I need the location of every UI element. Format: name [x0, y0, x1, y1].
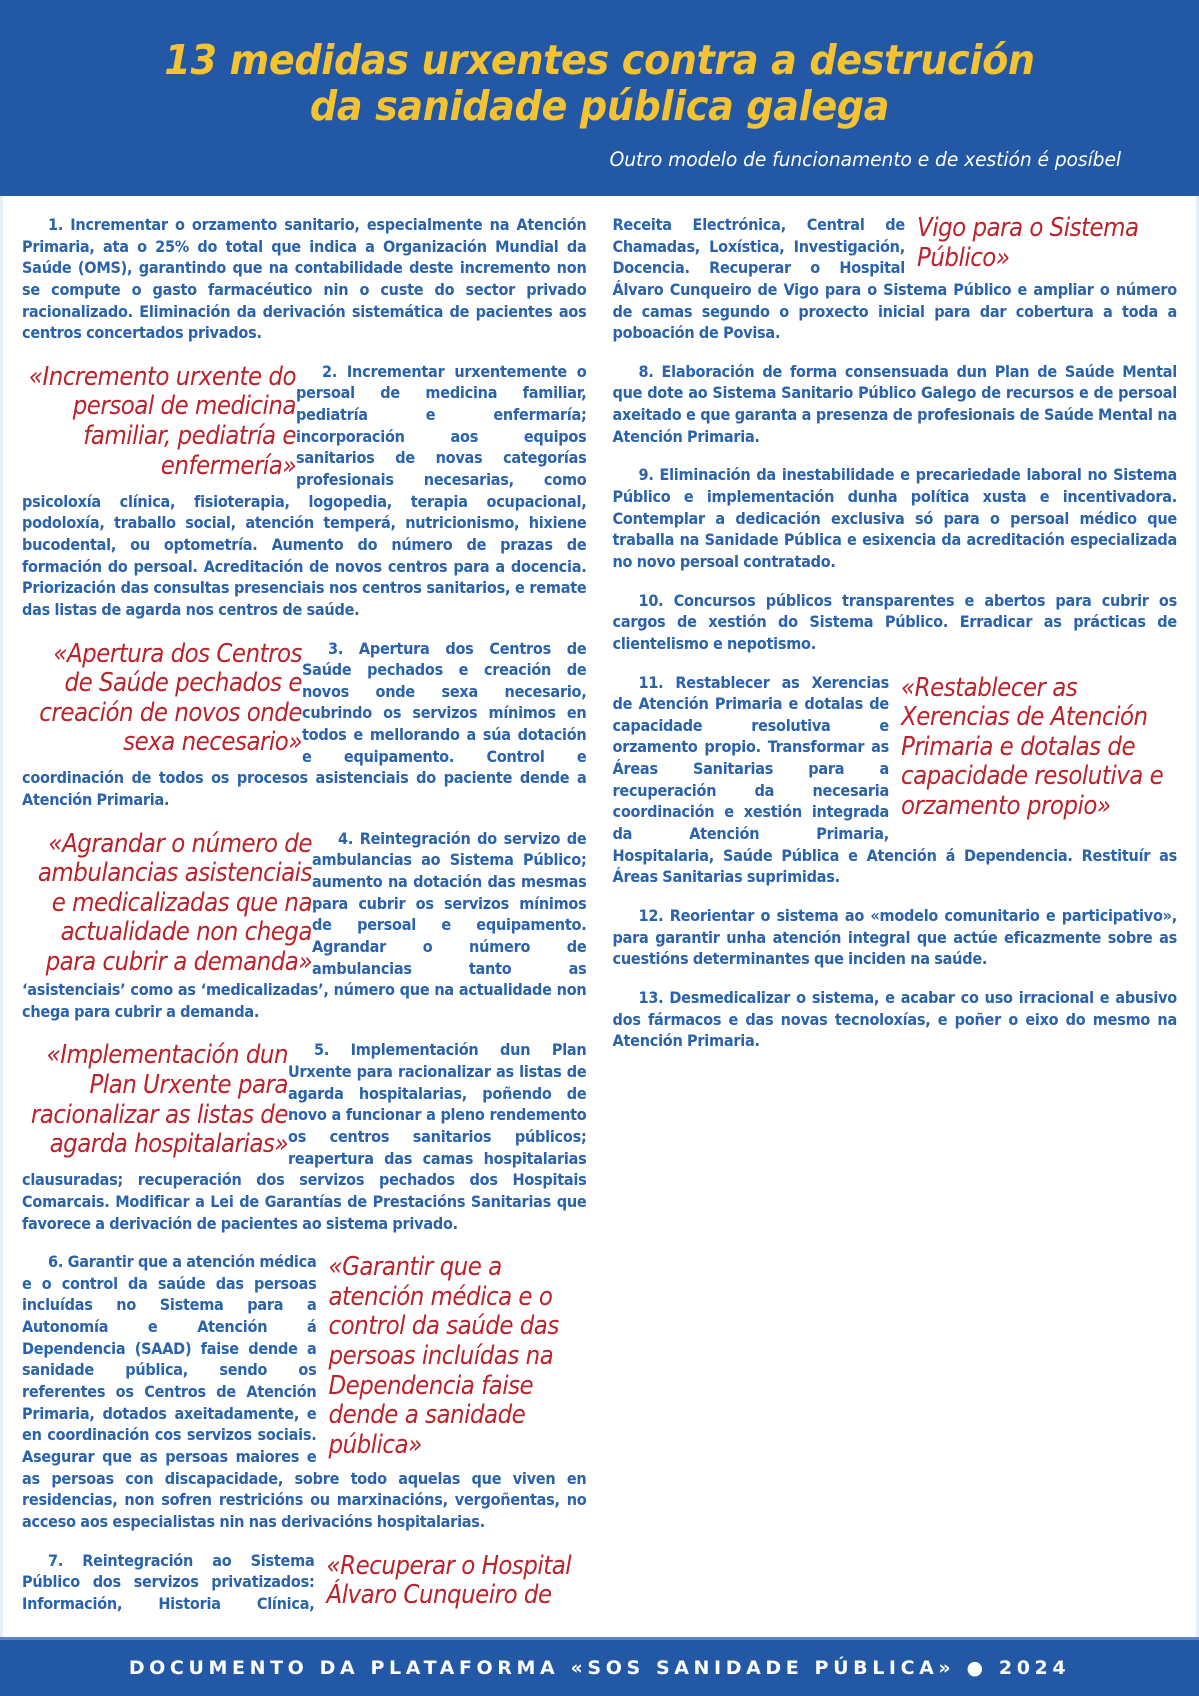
measure-4: 4. Reintegración do servizo de ambulancias ao Sistema Público; aumento na dotación das mesmas para cubrir os servizos mínimos de persoal e equipamento. Agrandar o número de ambulancias tanto as ‘asistenciais’ como as ‘medicalizadas’, número que na actualidade non chega para cubrir a demanda. [22, 828, 587, 1021]
page-title [98, 38, 1101, 130]
two-column-layout [22, 214, 1177, 1624]
page-title-line-2: da sanidade pública galega [309, 81, 890, 130]
measure-10: 10. Concursos públicos transparentes e abertos para cubrir os cargos de xestión do Sistema Público. Erradicar as prácticas de clientelismo e nepotismo. [612, 590, 1177, 653]
measure-12: 12. Reorientar o sistema ao «modelo comunitario e participativo», para garantir unha atención integral que actúe eficazmente sobre as cuestións determinantes que inciden na saúde. [612, 905, 1177, 969]
measure-2: 2. Incrementar urxentemente o persoal de medicina familiar, pediatría e enfermaría; incorporación aos equipos sanitarios de novas categorías profesionais necesarias, como psicoloxía clínica, fisioterapia, logopedia, terapia ocupacional, podoloxía, traballo social, atención temperá, nutricionismo, hixiene bucodental, ou optometría. Aumento do número de prazas de formación do persoal. Acreditación de novos centros para a docencia. Priorización das consultas presenciais nos centros sanitarios, e remate das listas de agarda nos centros de saúde. [22, 361, 587, 619]
document-body [0, 196, 1199, 1640]
measure-8: 8. Elaboración de forma consensuada dun Plan de Saúde Mental que dote ao Sistema Sanitario Público Galego de recursos e de persoal axeitado e que garanta a presenza de profesionais de Saúde Mental na Atención Primaria. [612, 361, 1177, 446]
measure-11: 11. Restablecer as Xerencias de Atención Primaria e dotalas de capacidade resolutiva e orzamento propio. Transformar as Áreas Sanitarias para a recuperación da necesaria coordinación e xestión integrada da Atención Primaria, Hospitalaria, Saúde Pública e Atención á Dependencia. Restituír as Áreas Sanitarias suprimidas. [612, 672, 1177, 887]
measure-1: 1. Incrementar o orzamento sanitario, especialmente na Atención Primaria, ata o 25% do total que indica a Organización Mundial da Saúde (OMS), garantindo que na contabilidade deste incremento non se compute o gasto farmacéutico nin o custe do sector privado racionalizado. Eliminación da derivación sistemática de pacientes aos centros concertados privados. [22, 215, 587, 343]
document-footer [0, 1640, 1199, 1696]
pull-quote-2: «Apertura dos Centros de Saúde pechados e creación de novos onde sexa necesario» [39, 638, 302, 758]
measure-9: 9. Eliminación da inestabilidade e precariedade laboral no Sistema Público e implementación dunha política xusta e incentivadora. Contemplar a dedicación exclusiva só para o persoal médico que traballa na Sanidade Pública e esixencia da acreditación especializada no novo persoal contratado. [612, 465, 1177, 571]
measure-7: 7. Reintegración ao Sistema Público dos servizos privatizados: Información, Historia Clínica, Receita Electrónica, Central de Chamadas, Loxística, Investigación, Docencia. Recuperar o Hospital Álvaro Cunqueiro de Vigo para o Sistema Público e ampliar o número de camas segundo o proxecto inicial para dar cobertura a toda a poboación de Povisa. [22, 215, 1177, 1613]
page-title-line-1: 13 medidas urxentes contra a destrución [164, 36, 1035, 84]
footer-text: DOCUMENTO DA PLATAFORMA «SOS SANIDADE PÚBLICA» ● 2024 [128, 1657, 1071, 1679]
document-header [0, 0, 1199, 196]
pull-quote-5: «Garantir que a atención médica e o control da saúde das persoas incluídas na Dependencia faise dende a sanidade pública» [328, 1252, 559, 1460]
pull-quote-7: «Restablecer as Xerencias de Atención Primaria e dotalas de capacidade resolutiva e orzamento propio» [901, 672, 1164, 821]
pull-quote-1: «Incremento urxente do persoal de medicina familiar, pediatría e enfermería» [28, 361, 296, 481]
pull-quote-6: «Recuperar o Hospital Álvaro Cunqueiro de Vigo para o Sistema Público» [326, 213, 1139, 1611]
measure-3: 3. Apertura dos Centros de Saúde pechados e creación de novos onde sexa necesario, cubrindo os servizos mínimos en todos e mellorando a súa dotación e equipamento. Control e coordinación de todos os procesos asistenciais do paciente dende a Atención Primaria. [22, 638, 587, 810]
page-subtitle: Outro modelo de funcionamento e de xestión é posíbel [609, 147, 1121, 171]
pull-quote-3: «Agrandar o número de ambulancias asistenciais e medicalizadas que na actualidade non chega para cubrir a demanda» [37, 828, 312, 977]
measure-13: 13. Desmedicalizar o sistema, e acabar co uso irracional e abusivo dos fármacos e das novas tecnoloxías, e poñer o eixo do mesmo na Atención Primaria. [612, 987, 1177, 1051]
pull-quote-4: «Implementación dun Plan Urxente para racionalizar as listas de agarda hospitalarias» [30, 1040, 288, 1160]
measure-6: 6. Garantir que a atención médica e o control da saúde das persoas incluídas no Sistema para a Autonomía e Atención á Dependencia (SAAD) faise dende a sanidade pública, sendo os referentes os Centros de Atención Primaria, dotados axeitadamente, e en coordinación cos servizos sociais. Asegurar que as persoas maiores e as persoas con discapacidade, sobre todo aquelas que viven en residencias, non sofren restricións ou marxinacións, vergoñentas, no acceso aos especialistas nin nas derivacións hospitalarias. [22, 1252, 587, 1531]
measure-5: 5. Implementación dun Plan Urxente para racionalizar as listas de agarda hospitalarias, poñendo de novo a funcionar a pleno rendemento os centros sanitarios públicos; reapertura das camas hospitalarias clausuradas; recuperación dos servizos pechados dos Hospitais Comarcais. Modificar a Lei de Garantías de Prestacións Sanitarias que favorece a derivación de pacientes ao sistema privado. [22, 1040, 587, 1233]
